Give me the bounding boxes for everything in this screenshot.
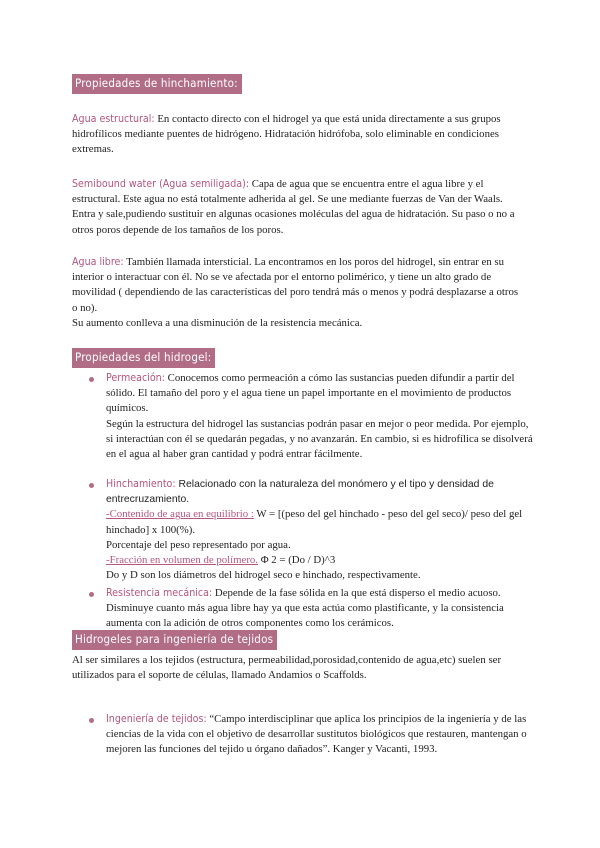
term-ingenieria-tejidos: Ingeniería de tejidos: <box>106 713 207 725</box>
section-title: Hidrogeles para ingeniería de tejidos <box>72 630 277 650</box>
heading-propiedades-hidrogel <box>72 348 215 368</box>
list-item-permeacion <box>72 371 538 462</box>
bullet-icon <box>89 483 94 488</box>
formula-fraccion-volumen: Φ 2 = (Do / D)^3 <box>258 554 336 567</box>
link-fraccion-volumen[interactable]: -Fracción en volumen de polímero. <box>106 554 259 567</box>
term-semibound-water: Semibound water (Agua semiligada): <box>72 178 250 190</box>
term-agua-estructural: Agua estructural: <box>72 113 155 125</box>
formula-contenido-agua: W = [(peso del gel hinchado - peso del gel seco)/ peso del gel hinchado] x 100(%). <box>106 508 523 536</box>
ingenieria-tejidos-text: “Campo interdisciplinar que aplica los principios de la ingeniería y de las ciencias de la vida con el objetivo de desarrollar sustitutos biológicos que restauren, mantengan o mejoren las funciones del tejido u órgano dañados”. Kanger y Vacanti, 1993. <box>106 713 527 756</box>
agua-estructural-text: En contacto directo con el hidrogel ya que está unida directamente a sus grupos hidrofílicos mediante puentes de hidrógeno. Hidratación hidrófoba, solo eliminable en condiciones extremas. <box>72 113 501 156</box>
ingenieria-intro-text: Al ser similares a los tejidos (estructura, permeabilidad,porosidad,contenido de agua,etc) suelen ser utilizados para el soporte de células, llamado Andamios o Scaffolds. <box>72 654 502 682</box>
semibound-text: Capa de agua que se encuentra entre el agua libre y el estructural. Este agua no está totalmente adherida al gel. Se une mediante fuerzas de Van der Waals. Entra y sale,pudiendo sustituir en algunas ocasiones moléculas del agua de hidratación. Su paso o no a otros poros depende de los tamaños de los poros. <box>72 178 515 236</box>
paragraph-ingenieria-intro <box>72 653 528 683</box>
term-agua-libre: Agua libre: <box>72 256 124 268</box>
section-title: Propiedades de hinchamiento: <box>72 74 242 94</box>
list-item-hinchamiento <box>72 477 538 583</box>
line-porcentaje: Porcentaje del peso representado por agua. <box>106 538 291 551</box>
bullet-icon <box>89 718 94 723</box>
bullet-icon <box>89 592 94 597</box>
agua-libre-text: También llamada intersticial. La encontramos en los poros del hidrogel, sin entrar en su interior o interactuar con él. No se ve afectada por el entorno polimérico, y tiene un alto grado de movilidad ( dependiendo de las características del poro tendrá más o menos y podrá desplazarse a otros o no). <box>72 256 519 314</box>
permeacion-text-2: Según la estructura del hidrogel las sustancias podrán pasar en mejor o peor medida. Por ejemplo, si interactúan con él se quedarán pegadas, y no avanzarán. En cambio, si es hidrofílica se disolverá en el agua al haber gran cantidad y podrá entrar fácilmente. <box>106 417 533 461</box>
list-item-resistencia-mecanica <box>72 586 538 632</box>
term-resistencia-mecanica: Resistencia mecánica: <box>106 587 213 599</box>
resistencia-text: Depende de la fase sólida en la que está disperso el medio acuoso. Disminuye cuanto más agua libre hay ya que esta actúa como plastificante, y la consistencia aumenta con la adición de otros componentes como los cerámicos. <box>106 587 504 630</box>
term-permeacion: Permeación: <box>106 372 165 384</box>
paragraph-agua-estructural <box>72 112 527 158</box>
bullet-icon <box>89 377 94 382</box>
agua-libre-text-2: Su aumento conlleva a una disminución de la resistencia mecánica. <box>72 316 363 329</box>
paragraph-semibound-water <box>72 177 528 238</box>
list-item-ingenieria-tejidos <box>72 712 538 758</box>
paragraph-agua-libre <box>72 255 525 331</box>
heading-hidrogeles-ingenieria <box>72 630 277 650</box>
line-diametros: Do y D son los diámetros del hidrogel seco e hinchado, respectivamente. <box>106 569 421 582</box>
link-contenido-agua[interactable]: -Contenido de agua en equilibrio : <box>106 508 254 521</box>
permeacion-text: Conocemos como permeación a cómo las sustancias pueden difundir a partir del sólido. El tamaño del poro y el agua tiene un papel importante en el movimiento de productos químicos. <box>106 372 515 415</box>
term-hinchamiento: Hinchamiento: <box>106 478 176 490</box>
hinchamiento-text: Relacionado con la naturaleza del monómero y el tipo y densidad de entrecruzamiento. <box>106 479 494 506</box>
heading-propiedades-hinchamiento <box>72 74 242 94</box>
section-title: Propiedades del hidrogel: <box>72 348 215 368</box>
